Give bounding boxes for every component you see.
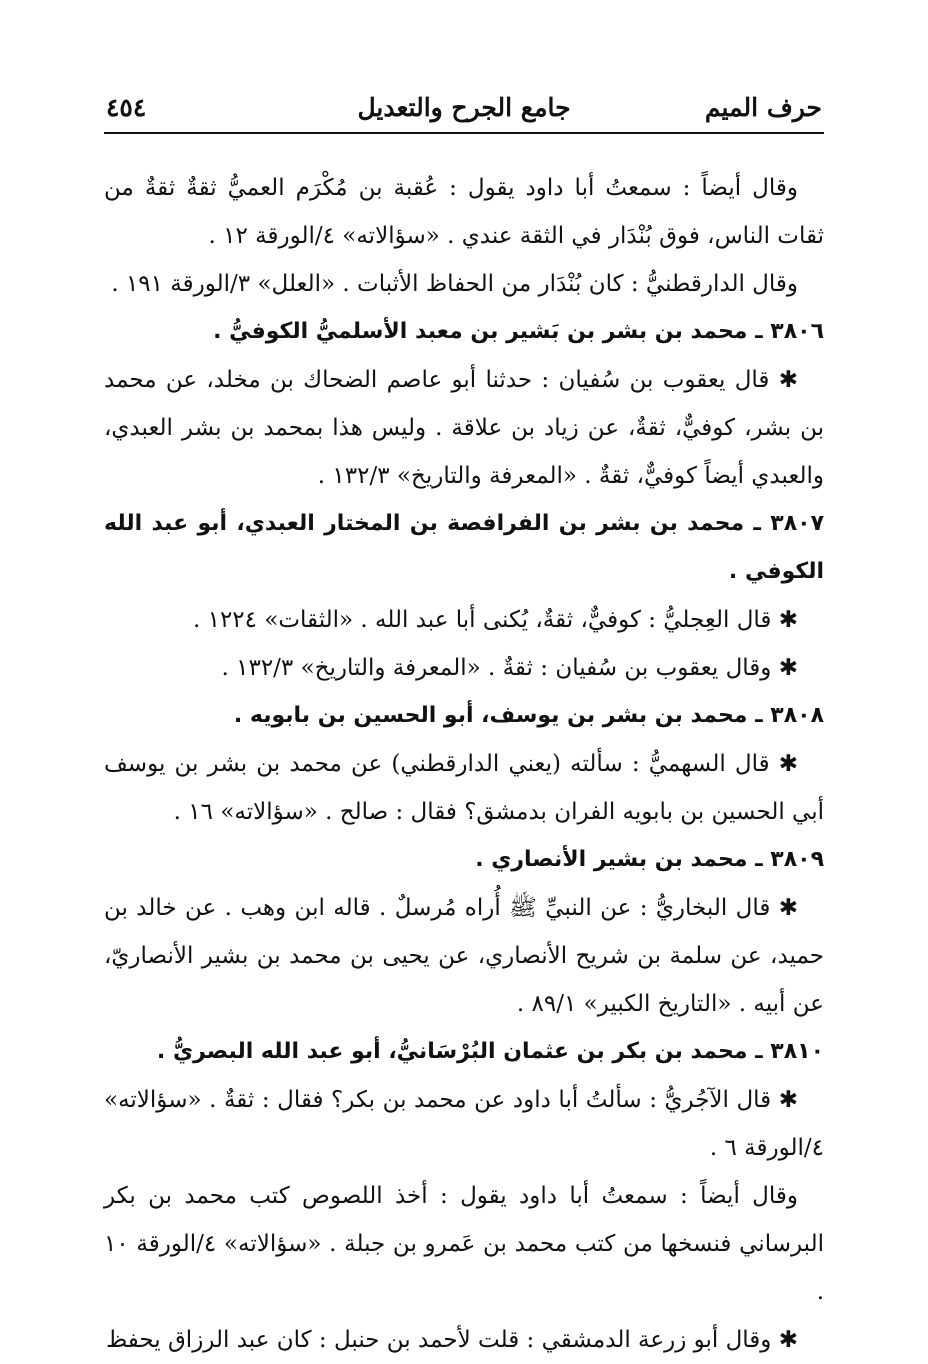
entry-heading: ٣٨٠٧ ـ محمد بن بشر بن الفرافصة بن المختار العبدي، أبو عبد الله الكوفي .: [104, 511, 824, 584]
entry-heading: ٣٨٠٦ ـ محمد بن بشر بن بَشير بن معبد الأسلميُّ الكوفيُّ .: [213, 319, 824, 344]
body-paragraph: ✱ قال البخاريُّ : عن النبيِّ ﷺ أُراه مُرسلٌ . قاله ابن وهب . عن خالد بن حميد، عن سلمة بن شريح الأنصاري، عن يحيى بن محمد بن بشير الأنصاريّ، عن أبيه . «التاريخ الكبير» ٨٩/١ .: [104, 895, 824, 1017]
body-paragraph: ✱ قال العِجليُّ : كوفيٌّ، ثقةٌ، يُكنى أبا عبد الله . «الثقات» ١٢٢٤ .: [192, 607, 798, 633]
body-paragraph: وقال أيضاً : سمعتُ أبا داود يقول : عُقبة بن مُكْرَم العميُّ ثقةٌ ثقةٌ من ثقات الناس، فوق بُنْدَار في الثقة عندي . «سؤالاته» ٤/الورقة ١٢ .: [104, 175, 824, 249]
entry-heading: ٣٨٠٨ ـ محمد بن بشر بن يوسف، أبو الحسين بن بابويه .: [233, 703, 824, 728]
page-number: ٤٥٤: [106, 93, 147, 122]
entry-heading: ٣٨١٠ ـ محمد بن بكر بن عثمان البُرْسَانيُّ، أبو عبد الله البصريُّ .: [156, 1039, 824, 1064]
body-paragraph: ✱ قال يعقوب بن سُفيان : حدثنا أبو عاصم الضحاك بن مخلد، عن محمد بن بشر، كوفيٌّ، ثقةٌ، عن زياد بن علاقة . وليس هذا بمحمد بن بشر العبدي، والعبدي أيضاً كوفيٌّ، ثقةٌ . «المعرفة والتاريخ» ١٣٢/٣ .: [104, 367, 824, 489]
chapter-title: حرف الميم: [704, 93, 822, 122]
body-paragraph: ✱ قال الآجُريُّ : سألتُ أبا داود عن محمد بن بكر؟ فقال : ثقةٌ . «سؤالاته» ٤/الورقة ٦ .: [104, 1087, 824, 1161]
entry-heading: ٣٨٠٩ ـ محمد بن بشير الأنصاري .: [475, 847, 824, 872]
running-header: [106, 88, 822, 128]
body-paragraph: ✱ وقال أبو زرعة الدمشقي : قلت لأحمد بن حنبل : كان عبد الرزاق يحفظ: [105, 1327, 798, 1353]
page-body: [104, 164, 824, 1364]
body-paragraph: ✱ وقال يعقوب بن سُفيان : ثقةٌ . «المعرفة والتاريخ» ١٣٢/٣ .: [221, 655, 798, 681]
body-paragraph: وقال أيضاً : سمعتُ أبا داود يقول : أخذ اللصوص كتب محمد بن بكر البرساني فنسخها من كتب محمد بن عَمرو بن جبلة . «سؤالاته» ٤/الورقة ١٠ .: [104, 1183, 824, 1305]
body-paragraph: ✱ قال السهميُّ : سألته (يعني الدارقطني) عن محمد بن بشر بن يوسف أبي الحسين بن بابويه الفران بدمشق؟ فقال : صالح . «سؤالاته» ١٦ .: [104, 751, 824, 825]
header-rule: [104, 132, 824, 134]
body-paragraph: وقال الدارقطنيُّ : كان بُنْدَار من الحفاظ الأثبات . «العلل» ٣/الورقة ١٩١ .: [111, 271, 798, 297]
book-title: جامع الجرح والتعديل: [357, 93, 571, 122]
